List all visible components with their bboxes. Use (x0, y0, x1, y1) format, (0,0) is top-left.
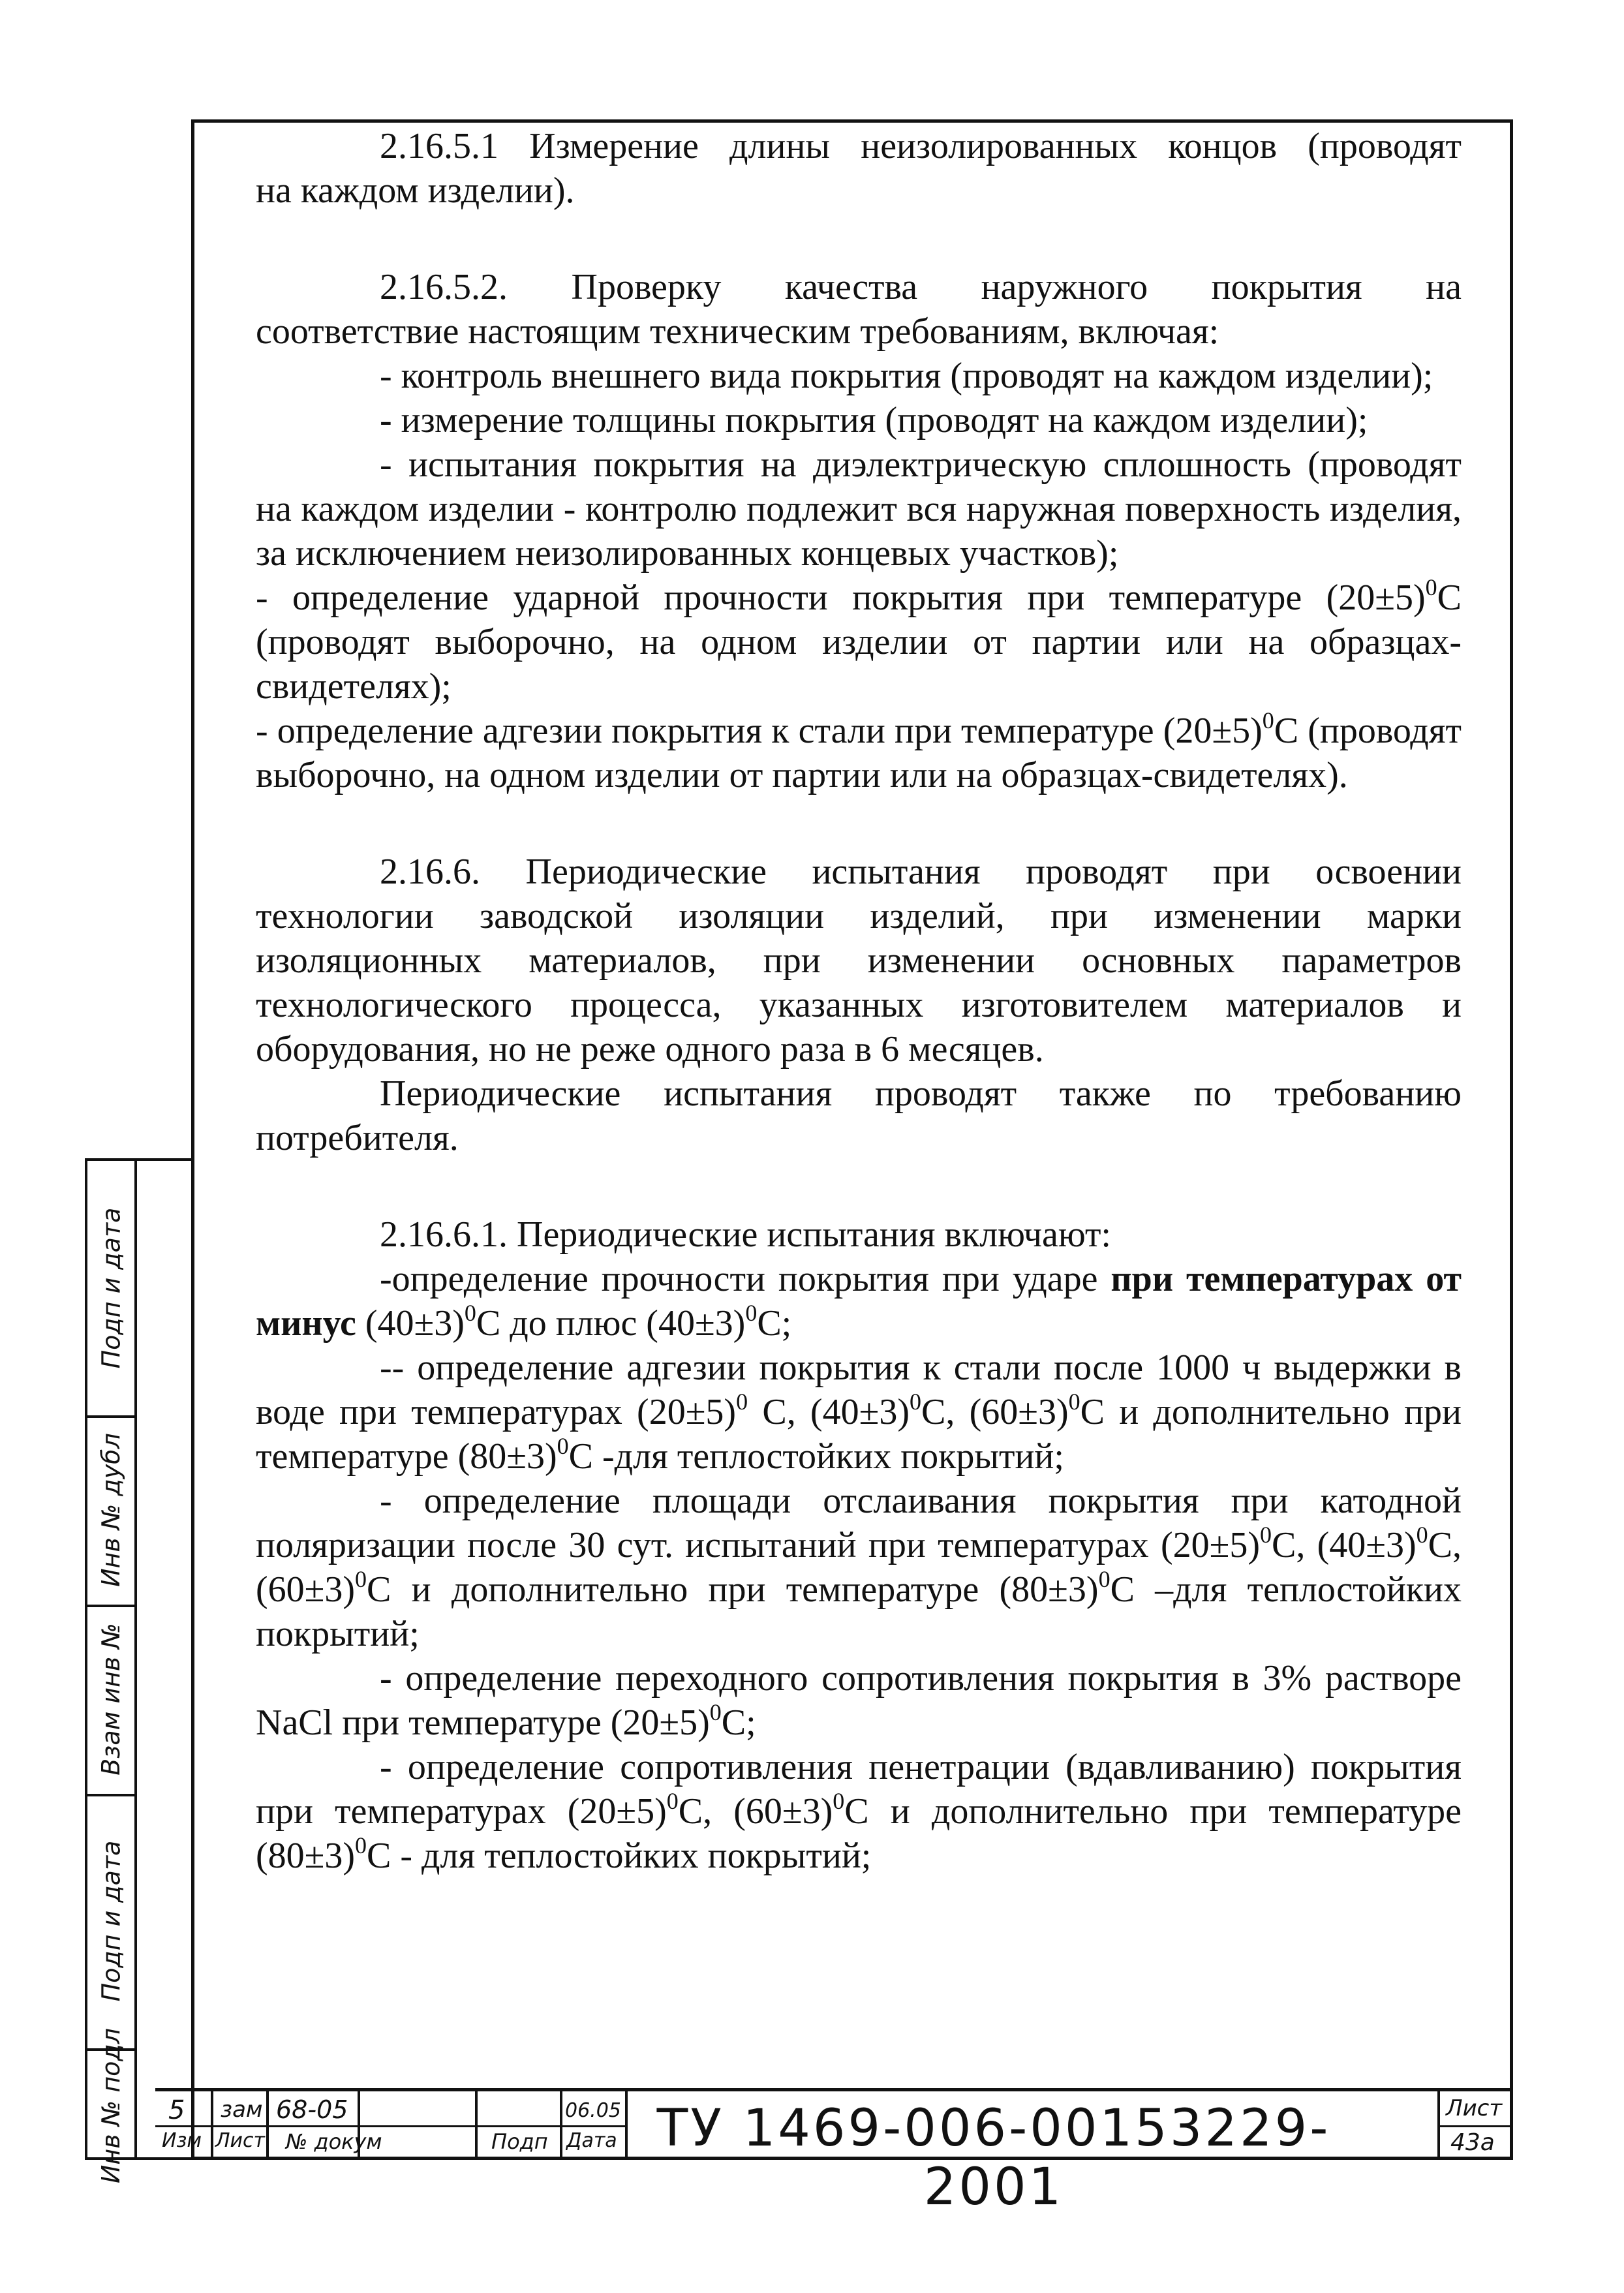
side-cell-inv-dubl: Инв № дубл (87, 1415, 134, 1607)
bullet-adhesion: - определение адгезии покрытия к стали при температуре $(20\pm 5)^0С$ (проводят выборочно, на одном изделии от партии или на образцах-свидетелях). (256, 707, 1462, 795)
side-cell-podp-data-bottom: Подп и дата (87, 1794, 134, 2051)
header-podp: Подп (491, 2129, 548, 2154)
side-cell-vzam-inv: Взам инв № (87, 1605, 134, 1796)
paragraph-2-16-5-1-line1: 2.16.5.1 Измерение длины неизолированных концов (проводят (380, 126, 1462, 166)
paragraph-2-16-5-2-line1: 2.16.5.2. Проверку качества наружного покрытия на (380, 267, 1462, 307)
paragraph-consumer-request: Периодические испытания проводят также по требованию потребителя. (256, 1073, 1462, 1158)
header-izm: Изм (162, 2129, 202, 2152)
bullet-adhesion-after-water: -- определение адгезии покрытия к стали после 1000 ч выдержки в воде при температурах $(20\pm 5)^0$ С, $(40\pm 3)^0С$, $(60\pm 3)^0С$ и дополнительно при температуре $(80\pm 3)^0С$ -для теплостойких покрытий; (256, 1347, 1462, 1477)
side-cell-podp-data-top: Подп и дата (87, 1161, 134, 1418)
rev-type: зам (221, 2097, 263, 2123)
document-body (256, 124, 1462, 1878)
rev-doc-number: 68-05 (276, 2095, 348, 2124)
header-list: Лист (215, 2129, 266, 2152)
bullet-visual-control: - контроль внешнего вида покрытия (проводят на каждом изделии); (380, 356, 1433, 396)
sheet-label: Лист (1446, 2095, 1503, 2121)
rev-number: 5 (168, 2095, 185, 2125)
sheet-number: 43а (1450, 2129, 1495, 2156)
bullet-impact-temperatures: -определение прочности покрытия при ударе при температурах от минус $(40\pm 3)^0С$ до плюс $(40\pm 3)^0С$; (256, 1259, 1462, 1344)
document-code: ТУ 1469-006-00153229-2001 (656, 2099, 1331, 2217)
side-cell-inv-podl: Инв № подл (97, 2027, 126, 2183)
header-data: Дата (566, 2129, 617, 2152)
paragraph-2-16-5-1-line2: на каждом изделии). (256, 170, 575, 211)
rev-date: 06.05 (565, 2099, 621, 2122)
side-stamp (85, 1158, 191, 2183)
bullet-thickness: - измерение толщины покрытия (проводят на каждом изделии); (380, 400, 1368, 440)
bullet-impact-strength: - определение ударной прочности покрытия при температуре $(20\pm 5)^0С$ (проводят выборочно, на одном изделии от партии или на образцах-свидетелях); (256, 574, 1462, 707)
paragraph-2-16-6-1: 2.16.6.1. Периодические испытания включают: (380, 1214, 1111, 1255)
bullet-dielectric: - испытания покрытия на диэлектрическую сплошность (проводят на каждом изделии - контролю подлежит вся наружная поверхность изделия, за исключением неизолированных концевых участков); (256, 444, 1462, 574)
bullet-penetration-resistance: - определение сопротивления пенетрации (вдавливанию) покрытия при температурах $(20\pm 5)^0С$, $(60\pm 3)^0С$ и дополнительно при температуре $(80\pm 3)^0С$ - для теплостойких покрытий; (256, 1747, 1462, 1876)
paragraph-2-16-6: 2.16.6. Периодические испытания проводят при освоении технологии заводской изоляции изделий, при изменении марки изоляционных материалов, при изменении основных параметров технологического процесса, указанных изготовителем материалов и оборудования, но не реже одного раза в 6 месяцев. (256, 852, 1462, 1070)
title-block (155, 2088, 1513, 2217)
paragraph-2-16-5-2-line2: соответствие настоящим техническим требованиям, включая: (256, 311, 1219, 352)
header-dokum: № докум (286, 2129, 382, 2154)
bullet-transition-resistance: - определение переходного сопротивления покрытия в 3% растворе NaCl при температуре $(20\pm 5)^0С$; (256, 1658, 1462, 1743)
bullet-cathodic-disbondment: - определение площади отслаивания покрытия при катодной поляризации после 30 сут. испытаний при температурах $(20\pm 5)^0С$, $(40\pm 3)^0С$, $(60\pm 3)^0С$ и дополнительно при температуре $(80\pm 3)^0С$ –для теплостойких покрытий; (256, 1481, 1462, 1654)
